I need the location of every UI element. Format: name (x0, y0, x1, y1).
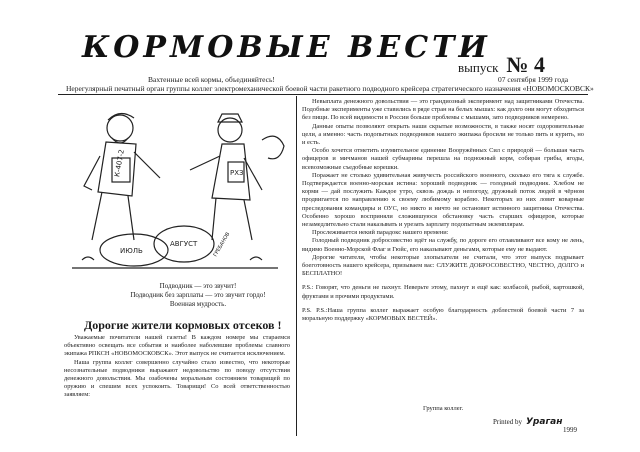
cartoon-label-august: АВГУСТ (170, 240, 198, 248)
paragraph: Уважаемые почитатели нашей газеты! В каждом номере мы стараемся объективно освещать все события и наиболее наболевшие проблемы славного экипажа РПКСН «НОВОМОСКОВСК». Этот выпуск не считается исключением. (64, 334, 290, 358)
cartoon-label-july: ИЮЛЬ (120, 247, 143, 255)
subtitle: Нерегулярный печатный орган группы коллег электромеханической боевой части ракетного подводного крейсера стратегического назначения «НОВОМОСКОВСК» (66, 84, 594, 93)
newspaper-page (28, 12, 614, 444)
caption-line: Подводник без зарплаты — это звучит гордо! (130, 291, 266, 299)
printer-logo: Ураган (525, 417, 563, 427)
paragraph: Данные опыты позволяют открыть наши скрытые возможности, в также носят оздоровительные цели, а именно: часть подопытных подводников нашего экипажа бросили не только пить и курить, но и есть. (302, 122, 584, 147)
header-divider (58, 94, 588, 95)
paragraph: Голодный подводник добросовестно идёт на службу, по дороге его отлавливают все кому не лень, видимо Военно-Морской Флаг и Гюйс, его наказывают деньгами, которые ему не выдают. (302, 237, 584, 253)
paragraph: Особо хочется отметить изумительное единение Вооружённых Сил с природой — большая часть офицеров и мичманов нашей субмарины перешла на подножный корм, собирая грибы, ягоды, всевозможные съедобные корешки. (302, 147, 584, 171)
cartoon-caption (118, 282, 278, 309)
printed-by (493, 417, 562, 427)
caption-line: Подводник — это звучит! (159, 282, 237, 290)
paragraph: Наша группа коллег совершенно случайно стало известно, что некоторые несознательные подводники выражают недовольство по поводу отсутствия денежного довольствия. Мы озабочены моральным состоянием товарищей по оружию и спешим всех успокоить. Товарищи! Со всей ответственностью заявляем: (64, 358, 290, 399)
issue-date: 07 сентября 1999 года (498, 75, 569, 84)
cartoon-illustration (62, 100, 288, 278)
paragraph: Дорогие читатели, чтобы некоторые злопыхатели не считали, что этот выпуск подрывает боеготовность нашего крейсера, призываем вас: СЛУЖИТЕ ДОБРОСОВЕСТНО, ЧЕСТНО, ДОЛГО и БЕСПЛАТНО! (302, 253, 584, 278)
article-heading: Дорогие жители кормовых отсеков ! (84, 318, 282, 332)
newspaper-title: КОРМОВЫЕ ВЕСТИ (82, 30, 491, 65)
paragraph: Прослеживается некий парадокс нашего времени: (312, 229, 449, 237)
issue-number: № 4 (506, 52, 546, 77)
paragraph: Невыплата денежного довольствия — это грандиозный эксперимент над защитниками Отечества. Подобные эксперименты уже ставились в ряде стран на белых мышах: как долго они могут обходиться без пищи. По всей видимости в России больше проблемы с мышами, зато подводников немерено. (302, 98, 584, 122)
left-article (64, 334, 290, 400)
paragraph-pps: P.S. P.S.:Наша группа коллег выражает особую благодарность доблестной боевой части 7 за моральную поддержку «КОРМОВЫХ ВЕСТЕЙ». (302, 306, 584, 323)
paragraph: Поражает не столько удивительная живучесть российского военного, сколько его тяга к службе. Подтверждается военно-морская истина: хороший подводник — голодный подводник. Хлебом не корми — дай послужить Каждое утро, сквозь дождь и непогоду, дружный поток людей в чёрном продвигается по направлению к своему любимому кораблю. Некоторых из них ловят коварные преследования командиры и ОУС, но никто и ничто не остановит истинного защитника Отечества. Особенно хорошо восприняли сложившуюся обстановку часть старших офицеров, которые незамедлительно стали наказывать и урезать зарплату подопытным экземплярам. (302, 171, 584, 229)
cartoon-label-rhz: РХЗ (230, 169, 244, 177)
motto: Вахтенные всей кормы, объединяйтесь! (148, 75, 275, 84)
cartoon-signature: ГРЕБАНОВ (212, 231, 232, 258)
caption-line: Военная мудрость. (169, 300, 227, 308)
column-divider (296, 96, 297, 436)
print-year: 1999 (563, 426, 577, 434)
right-article (302, 98, 584, 323)
printed-by-label: Printed by (493, 418, 522, 426)
cartoon-label-k407: К-407-2 (113, 148, 126, 178)
paragraph-ps: P.S.: Говорят, что деньги не пахнут. Неверьте этому, пахнут и ещё как: колбасой, рыбой, картошкой, фруктами и прочими продуктами. (302, 284, 584, 300)
issue-label: выпуск (458, 60, 499, 75)
signature: Группа коллег. (423, 405, 464, 412)
